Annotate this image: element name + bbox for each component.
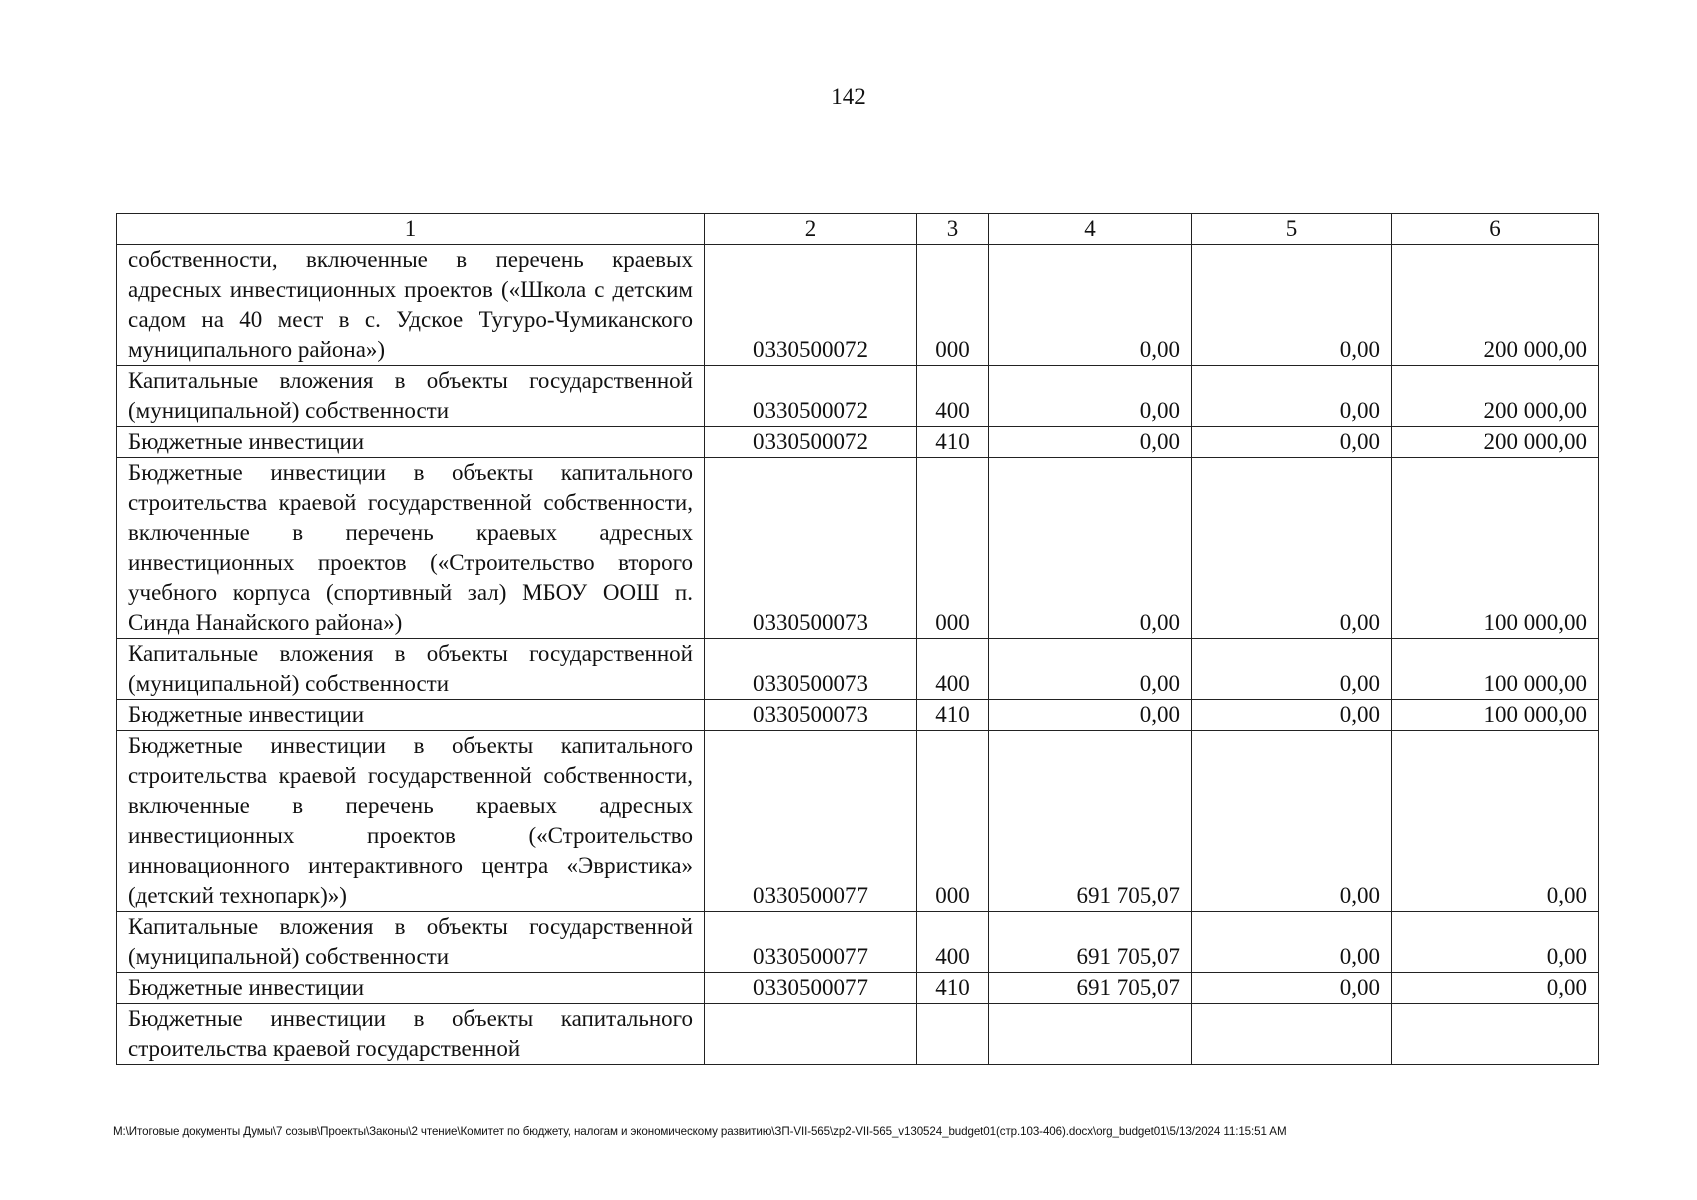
page-number: 142	[831, 84, 866, 109]
row-target-code	[705, 1004, 917, 1065]
row-expense-type: 400	[917, 366, 989, 427]
row-value-col4: 691 705,07	[989, 912, 1192, 973]
row-target-code: 0330500077	[705, 731, 917, 912]
row-target-code: 0330500072	[705, 366, 917, 427]
row-target-code: 0330500073	[705, 639, 917, 700]
row-description: собственности, включенные в перечень краевых адресных инвестиционных проектов («Школа с детским садом на 40 мест в с. Удское Тугуро-Чумиканского муниципального района»)	[117, 245, 705, 366]
row-description: Капитальные вложения в объекты государственной (муниципальной) собственности	[117, 366, 705, 427]
column-header: 6	[1392, 214, 1599, 245]
row-value-col5: 0,00	[1192, 731, 1392, 912]
row-value-col5: 0,00	[1192, 366, 1392, 427]
row-description: Бюджетные инвестиции в объекты капитального строительства краевой государственной собственности, включенные в перечень краевых адресных инвестиционных проектов («Строительство инновационного интерактивного центра «Эвристика» (детский технопарк)»)	[117, 731, 705, 912]
table-row	[117, 458, 1599, 639]
row-target-code: 0330500077	[705, 912, 917, 973]
row-value-col4: 0,00	[989, 639, 1192, 700]
table-row	[117, 973, 1599, 1004]
row-value-col4: 691 705,07	[989, 731, 1192, 912]
row-target-code: 0330500072	[705, 427, 917, 458]
row-value-col4: 0,00	[989, 458, 1192, 639]
row-description: Бюджетные инвестиции	[117, 700, 705, 731]
row-expense-type	[917, 1004, 989, 1065]
row-value-col6: 100 000,00	[1392, 700, 1599, 731]
row-expense-type: 000	[917, 458, 989, 639]
row-value-col6: 100 000,00	[1392, 458, 1599, 639]
row-description: Бюджетные инвестиции в объекты капитального строительства краевой государственной собственности, включенные в перечень краевых адресных инвестиционных проектов («Строительство второго учебного корпуса (спортивный зал) МБОУ ООШ п. Синда Нанайского района»)	[117, 458, 705, 639]
document-path-footer: M:\Итоговые документы Думы\7 созыв\Проекты\Законы\2 чтение\Комитет по бюджету, налогам и экономическому развитию\ЗП-VII-565\zp2-VII-565_v130524_budget01(стр.103-406).docx\org_budget01\5/13/2024 11:15:51 AM	[113, 1125, 1287, 1138]
row-value-col6: 0,00	[1392, 912, 1599, 973]
row-description: Бюджетные инвестиции в объекты капитального строительства краевой государственной	[117, 1004, 705, 1065]
row-value-col5: 0,00	[1192, 973, 1392, 1004]
row-expense-type: 400	[917, 912, 989, 973]
row-target-code: 0330500072	[705, 245, 917, 366]
table-row	[117, 731, 1599, 912]
row-description: Капитальные вложения в объекты государственной (муниципальной) собственности	[117, 639, 705, 700]
row-value-col5: 0,00	[1192, 427, 1392, 458]
column-header: 5	[1192, 214, 1392, 245]
row-value-col4: 0,00	[989, 366, 1192, 427]
row-target-code: 0330500077	[705, 973, 917, 1004]
row-value-col6: 0,00	[1392, 731, 1599, 912]
table-row	[117, 639, 1599, 700]
row-value-col6: 200 000,00	[1392, 427, 1599, 458]
row-expense-type: 410	[917, 427, 989, 458]
row-value-col4: 0,00	[989, 427, 1192, 458]
row-value-col6	[1392, 1004, 1599, 1065]
row-value-col5: 0,00	[1192, 639, 1392, 700]
row-value-col6: 200 000,00	[1392, 245, 1599, 366]
row-value-col6: 0,00	[1392, 973, 1599, 1004]
row-expense-type: 000	[917, 245, 989, 366]
budget-table	[116, 213, 1599, 1065]
row-value-col4: 0,00	[989, 245, 1192, 366]
row-target-code: 0330500073	[705, 458, 917, 639]
table-header-row	[117, 214, 1599, 245]
row-value-col4: 691 705,07	[989, 973, 1192, 1004]
row-expense-type: 410	[917, 973, 989, 1004]
row-expense-type: 000	[917, 731, 989, 912]
row-expense-type: 400	[917, 639, 989, 700]
table-row	[117, 912, 1599, 973]
column-header: 3	[917, 214, 989, 245]
table-row	[117, 1004, 1599, 1065]
row-value-col6: 200 000,00	[1392, 366, 1599, 427]
row-value-col4: 0,00	[989, 700, 1192, 731]
row-value-col5: 0,00	[1192, 912, 1392, 973]
table-row	[117, 245, 1599, 366]
row-value-col5: 0,00	[1192, 245, 1392, 366]
row-value-col5	[1192, 1004, 1392, 1065]
row-description: Бюджетные инвестиции	[117, 973, 705, 1004]
row-description: Капитальные вложения в объекты государственной (муниципальной) собственности	[117, 912, 705, 973]
table-row	[117, 427, 1599, 458]
row-value-col4	[989, 1004, 1192, 1065]
column-header: 4	[989, 214, 1192, 245]
column-header: 1	[117, 214, 705, 245]
row-value-col5: 0,00	[1192, 700, 1392, 731]
table-row	[117, 700, 1599, 731]
row-target-code: 0330500073	[705, 700, 917, 731]
row-value-col5: 0,00	[1192, 458, 1392, 639]
row-value-col6: 100 000,00	[1392, 639, 1599, 700]
column-header: 2	[705, 214, 917, 245]
row-description: Бюджетные инвестиции	[117, 427, 705, 458]
row-expense-type: 410	[917, 700, 989, 731]
table-row	[117, 366, 1599, 427]
